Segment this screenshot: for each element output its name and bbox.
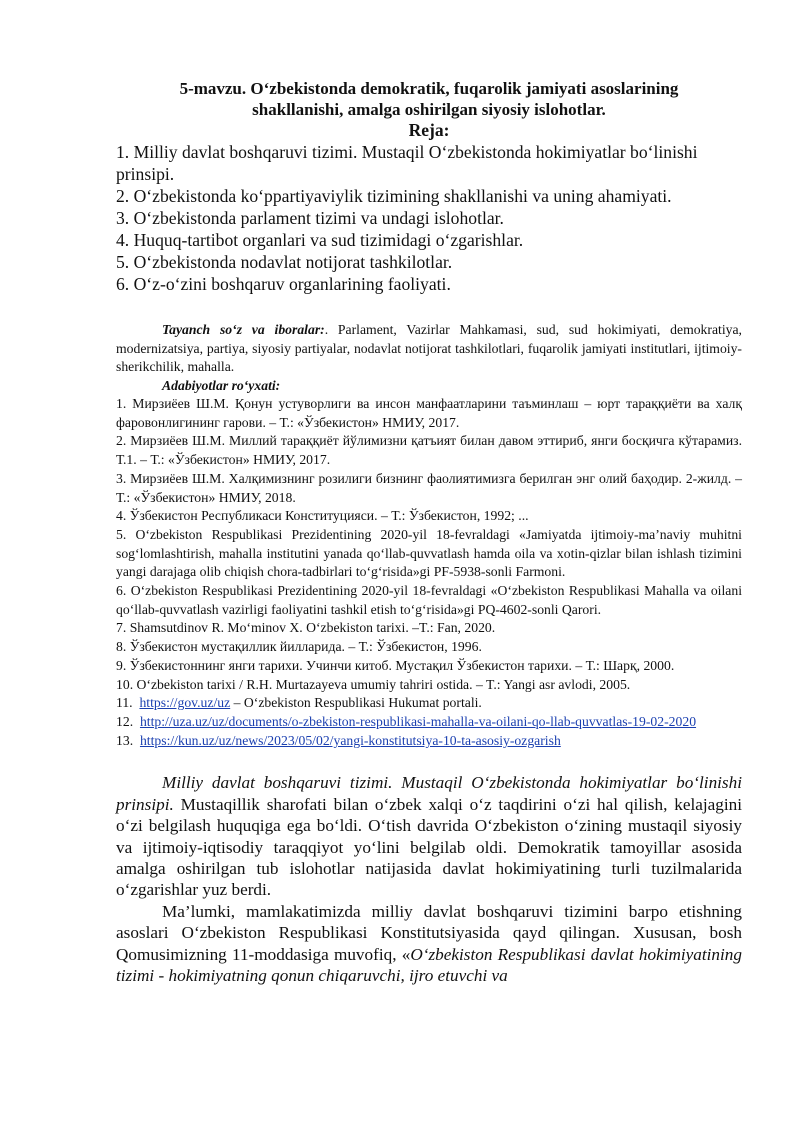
reference-item: 6. O‘zbekiston Respublikasi Prezidentining 2020-yil 18-fevraldagi «O‘zbekiston Respublikasi Mahalla va oilani qo‘llab-quvvatlash vazirligi faoliyatini tashkil etish to‘g‘risida»gi PQ-4602-sonli Qarori. — [116, 583, 742, 617]
plan-item: 6. O‘z-o‘zini boshqaruv organlarining faoliyati. — [116, 274, 451, 294]
plan-list — [116, 141, 742, 295]
body-paragraph-2-text: Ma’lumki, mamlakatimizda milliy davlat boshqaruvi tizimini barpo etishning asoslari O‘zbekiston Respublikasi Konstitutsiyasida qayd qilingan. Xususan, bosh Qomusimizning 11-moddasiga muvofiq, « — [116, 901, 742, 964]
uza-uz-link[interactable]: http://uza.uz/uz/documents/o-zbekiston-respublikasi-mahalla-va-oilani-qo-llab-quvvatlas-19-02-2020 — [139, 713, 697, 729]
body-paragraph-1-text: Mustaqillik sharofati bilan o‘zbek xalqi o‘z taqdirini o‘zi hal qilish, kelajagini o‘zi belgilash huquqiga ega bo‘ldi. O‘tish davrida O‘zbekiston o‘zining mustaqil siyosiy va ijtimoiy-iqtisodiy taraqqiyot yo‘lini belgilab oldi. Demokratik tamoyillar asosida amalga oshirilgan tub islohotlar natijasida davlat hokimiyatining turli tuzilmalarida o‘zgarishlar yuz berdi. — [116, 794, 742, 900]
plan-heading: Reja: — [408, 120, 450, 140]
reference-list — [116, 395, 742, 750]
plan-item: 3. O‘zbekistonda parlament tizimi va undagi islohotlar. — [116, 208, 504, 228]
reference-number: 13. — [116, 732, 134, 748]
reference-item-link — [116, 713, 742, 732]
body-paragraph-2 — [116, 901, 742, 987]
reference-suffix: – O‘zbekiston Respublikasi Hukumat portali. — [230, 695, 482, 711]
plan-item: 5. O‘zbekistonda nodavlat notijorat tashkilotlar. — [116, 252, 453, 272]
reference-item: 7. Shamsutdinov R. Mo‘minov X. O‘zbekiston tarixi. –T.: Fan, 2020. — [116, 620, 496, 636]
topic-title — [116, 78, 742, 120]
reference-number: 11. — [116, 695, 133, 711]
body-paragraph-1 — [116, 772, 742, 900]
topic-title-line1: 5-mavzu. O‘zbekistonda demokratik, fuqarolik jamiyati asoslarining — [179, 79, 679, 98]
keywords-text: . Parlament, Vazirlar Mahkamasi, sud, sud hokimiyati, demokratiya, modernizatsiya, partiya, siyosiy partiyalar, nodavlat notijorat tashkilotlari, fuqarolik jamiyati institutlari, ijtimoiy-sherikchilik, mahalla. — [116, 322, 742, 374]
reference-item: 5. O‘zbekiston Respublikasi Prezidentining 2020-yil 18-fevraldagi «Jamiyatda ijtimoiy-ma’naviy muhitni sog‘lomlashtirish, mahalla institutini yanada qo‘llab-quvvatlash hamda oila va xotin-qizlar bilan ishlash tizimini yangi darajaga olib chiqish chora-tadbirlari to‘g‘risida»gi PF-5938-sonli Farmoni. — [116, 526, 742, 580]
reference-number: 12. — [116, 713, 134, 729]
plan-item: 4. Huquq-tartibot organlari va sud tizimidagi o‘zgarishlar. — [116, 230, 524, 250]
reference-item: 9. Ўзбекистоннинг янги тарихи. Учинчи китоб. Мустақил Ўзбекистон тарихи. – Т.: Шарқ, 2000. — [116, 657, 675, 673]
reference-item: 1. Мирзиёев Ш.М. Қонун устуворлиги ва инсон манфаатларини таъминлаш – юрт тараққиёти ва халқ фаровонлигининг гарови. – Т.: «Ўзбекистон» НМИУ, 2017. — [116, 396, 742, 430]
literature-heading: Adabiyotlar ro‘yxati: — [162, 377, 281, 393]
reference-item: 3. Мирзиёев Ш.М. Халқимизнинг розилиги бизнинг фаолиятимизга берилган энг олий баҳодир. 2-жилд. – Т.: «Ўзбекистон» НМИУ, 2018. — [116, 470, 742, 505]
plan-item: 2. O‘zbekistonda ko‘ppartiyaviylik tizimining shakllanishi va uning ahamiyati. — [116, 186, 672, 206]
constitution-quote: O‘zbekiston Respublikasi davlat hokimiyatining tizimi - hokimiyatning qonun chiqaruvchi, ijro etuvchi va — [116, 944, 742, 986]
plan-item: 1. Milliy davlat boshqaruvi tizimi. Mustaqil O‘zbekistonda hokimiyatlar bo‘linishi prinsipi. — [116, 142, 698, 184]
section-heading-italic: Milliy davlat boshqaruvi tizimi. Mustaqil O‘zbekistonda hokimiyatlar bo‘linishi prinsipi. — [116, 773, 742, 814]
keywords-paragraph — [116, 321, 742, 377]
reference-item-link — [116, 694, 742, 713]
reference-item: 4. Ўзбекистон Республикаси Конституцияси. – Т.: Ўзбекистон, 1992; ... — [116, 508, 529, 524]
topic-title-line2: shakllanishi, amalga oshirilgan siyosiy islohotlar. — [252, 100, 606, 119]
keywords-label: Tayanch so‘z va iboralar: — [162, 322, 325, 337]
gov-uz-link[interactable]: https://gov.uz/uz — [139, 695, 231, 711]
reference-item: 2. Мирзиёев Ш.М. Миллий тараққиёт йўлимизни қатъият билан давом эттириб, янги босқичга кўтарамиз. Т.1. – Т.: «Ўзбекистон» НМИУ, 2017. — [116, 433, 742, 468]
kun-uz-link[interactable]: https://kun.uz/uz/news/2023/05/02/yangi-konstitutsiya-10-ta-asosiy-ozgarish — [139, 732, 561, 748]
reference-item: 8. Ўзбекистон мустақиллик йилларида. – Т.: Ўзбекистон, 1996. — [116, 639, 482, 655]
reference-item: 10. O‘zbekiston tarixi / R.H. Murtazayeva umumiy tahriri ostida. – T.: Yangi asr avlodi, 2005. — [116, 676, 631, 692]
reference-item-link — [116, 732, 742, 751]
